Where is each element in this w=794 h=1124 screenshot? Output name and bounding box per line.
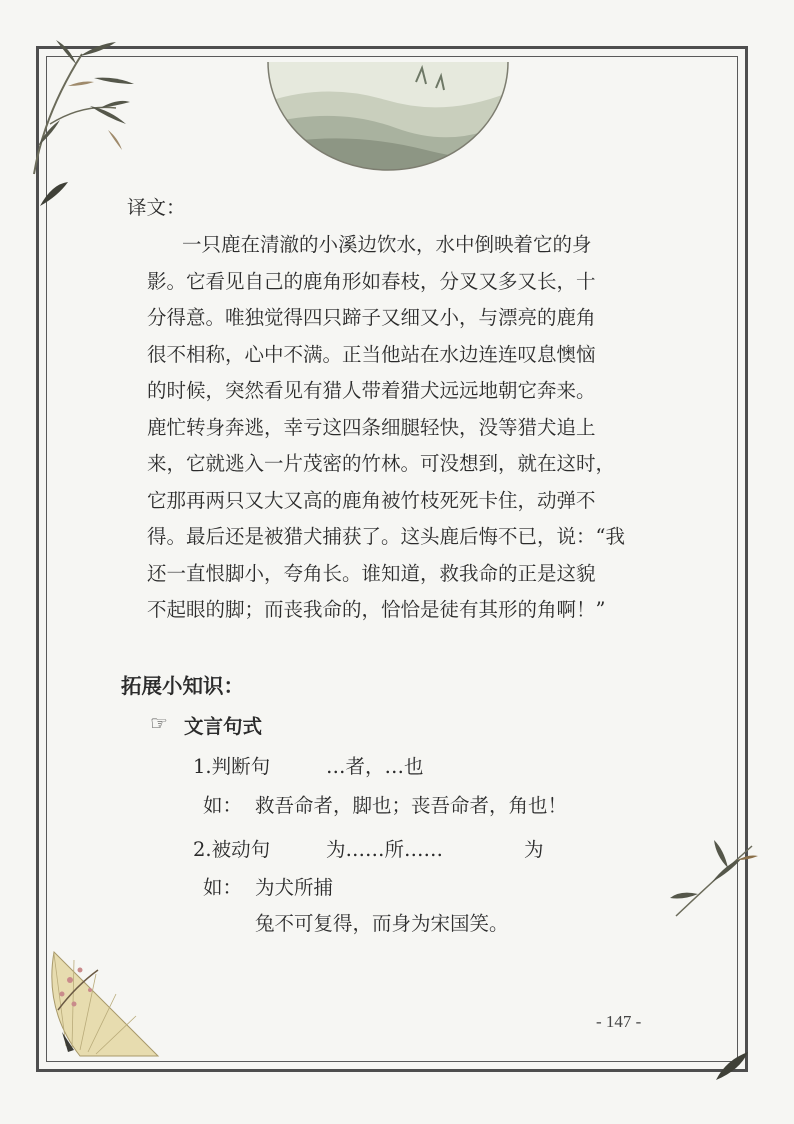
item-label: 2.被动句 xyxy=(193,838,271,861)
example-sentence: 兔不可复得，而身为宋国笑。 xyxy=(255,912,509,935)
item-label: 1.判断句 xyxy=(193,755,271,778)
item-pattern: 为……所…… xyxy=(326,838,444,861)
translation-line: 分得意。唯独觉得四只蹄子又细又小，与漂亮的鹿角 xyxy=(147,306,596,329)
translation-line: 一只鹿在清澈的小溪边饮水，水中倒映着它的身 xyxy=(182,233,592,256)
item-extra: 为 xyxy=(524,838,544,861)
item-pattern: …者，…也 xyxy=(326,755,424,778)
translation-title: 译文： xyxy=(127,196,186,219)
translation-line: 的时候，突然看见有猎人带着猎犬远远地朝它奔来。 xyxy=(147,379,596,402)
example-prefix: 如： xyxy=(203,876,243,899)
example-prefix: 如： xyxy=(203,794,243,817)
pointing-hand-icon: ☞ xyxy=(150,711,168,735)
translation-line: 得。最后还是被猎犬捕获了。这头鹿后悔不已，说：“我 xyxy=(147,525,625,548)
knowledge-heading: 拓展小知识： xyxy=(121,674,244,698)
example-sentence: 为犬所捕 xyxy=(255,876,334,899)
bamboo-leaves-icon xyxy=(20,34,140,184)
folding-fan-icon xyxy=(40,940,170,1070)
translation-line: 很不相称，心中不满。正当他站在水边连连叹息懊恼 xyxy=(147,343,596,366)
translation-line: 不起眼的脚；而丧我命的，恰恰是徒有其形的角啊！” xyxy=(147,598,606,621)
translation-line: 鹿忙转身奔逃，幸亏这四条细腿轻快，没等猎犬追上 xyxy=(147,416,596,439)
landscape-painting-icon xyxy=(266,62,510,172)
page-number: - 147 - xyxy=(596,1012,642,1031)
bamboo-branch-icon xyxy=(668,836,760,926)
brush-stroke-icon xyxy=(34,176,74,216)
subsection-title: 文言句式 xyxy=(184,715,263,738)
brush-stroke-icon xyxy=(712,1046,752,1086)
translation-line: 影。它看见自己的鹿角形如春枝，分叉又多又长，十 xyxy=(147,270,596,293)
example-sentence: 救吾命者，脚也；丧吾命者，角也！ xyxy=(255,794,568,817)
translation-line: 它那再两只又大又高的鹿角被竹枝死死卡住，动弹不 xyxy=(147,489,596,512)
translation-line: 来，它就逃入一片茂密的竹林。可没想到，就在这时， xyxy=(147,452,616,475)
translation-line: 还一直恨脚小，夸角长。谁知道，救我命的正是这貌 xyxy=(147,562,596,585)
